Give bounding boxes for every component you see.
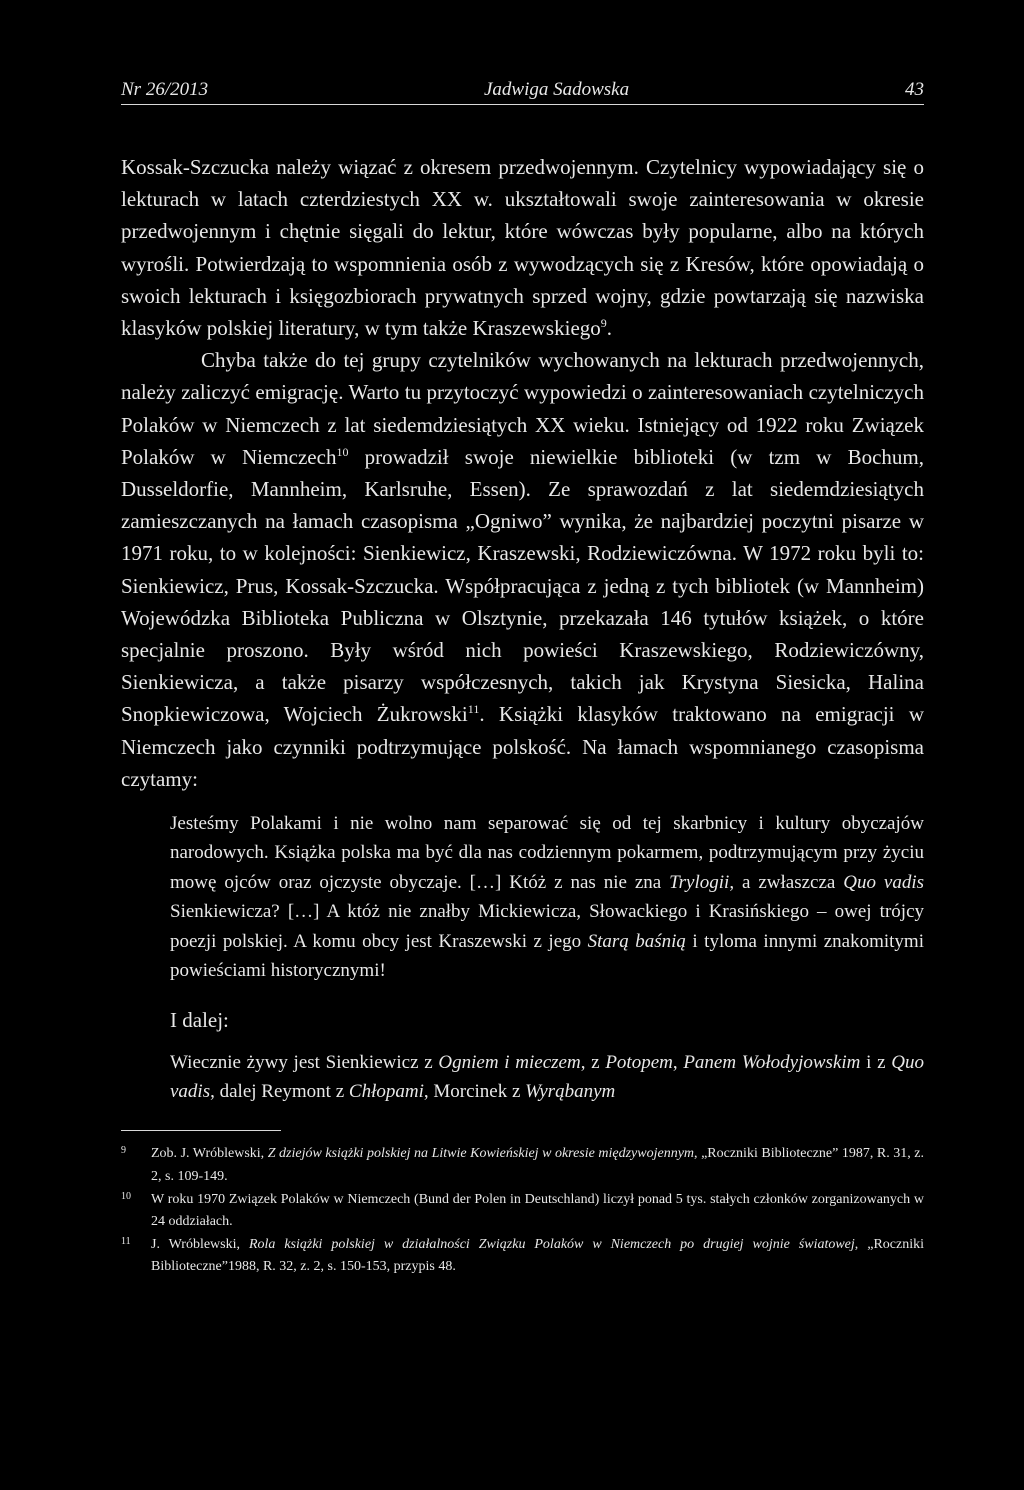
footnote-number: 10 (121, 1190, 131, 1202)
footnote-divider (121, 1130, 281, 1131)
footnote-11 (121, 1234, 924, 1278)
quote2-b: , z (580, 1051, 606, 1073)
footnote-ref-11: 11 (467, 702, 480, 717)
block-quote-1-text (170, 809, 924, 985)
quote1-a: Jesteśmy Polakami i nie wolno nam separować się od tej skarbnicy i kultury obyczajów narodowych. Książka polska ma być dla nas codziennym pokarmem, podtrzymującym przy życiu mowę ojców oraz ojczyste obyczaje. […] Któż z nas nie zna (170, 813, 924, 893)
footnote-11-a: J. Wróblewski, (151, 1237, 249, 1253)
issue-number: Nr 26/2013 (121, 79, 209, 100)
footnote-9-a: Zob. J. Wróblewski, (151, 1146, 268, 1162)
paragraph-1-text: Kossak-Szczucka należy wiązać z okresem przedwojennym. Czytelnicy wypowiadający się o lekturach w latach czterdziestych XX w. ukształtowali swoje zainteresowania w okresie przedwojennym i chętnie sięgali do lektur, które wówczas były popularne, albo na których wyrośli. Potwierdzają to wspomnienia osób z wywodzących się z Kresów, które opowiadają o swoich lekturach i księgozbiorach prywatnych sprzed wojny, gdzie powtarzają się nazwiska klasyków polskiej literatury, w tym także Kraszewskiego (121, 155, 924, 341)
footnote-9-b: , „Roczniki Biblioteczne” 1987, R. 31, z. 2, s. 109-149. (151, 1146, 925, 1184)
footnote-9-title: Z dziejów książki polskiej na Litwie Kowieńskiej w okresie międzywojennym (267, 1146, 695, 1162)
quote2-title-5: Chłopami (348, 1080, 424, 1102)
quote1-d: i tyloma innymi znakomitymi powieściami historycznymi! (170, 930, 924, 982)
paragraph-2 (121, 344, 924, 795)
quote1-title-trylogia: Trylogii (669, 871, 730, 893)
footnote-10 (121, 1189, 924, 1233)
paragraph-1 (121, 151, 924, 344)
block-quote-2-text (170, 1048, 924, 1107)
quote-intro: I dalej: (170, 1007, 229, 1032)
quote2-e: , dalej Reymont z (210, 1080, 349, 1102)
quote1-title-stara-basn: Starą baśnią (587, 930, 686, 952)
block-quote-1 (170, 809, 924, 985)
quote2-title-3: Panem Wołodyjowskim (683, 1051, 861, 1073)
quote2-title-1: Ogniem i mieczem (438, 1051, 581, 1073)
quote2-d: i z (860, 1051, 892, 1073)
paragraph-2-text-a: Chyba także do tej grupy czytelników wychowanych na lekturach przedwojennych, należy zaliczyć emigrację. Warto tu przytoczyć wypowiedzi o zainteresowaniach czytelniczych Polaków w Niemczech z lat siedemdziesiątych XX wieku. Istniejący od 1922 roku Związek Polaków w Niemczech (121, 348, 924, 469)
quote1-b: , a zwłaszcza (729, 871, 844, 893)
footnote-11-title: Rola książki polskiej w działalności Związku Polaków w Niemczech po drugiej wojnie światowej (248, 1237, 855, 1253)
footnote-10-a: W roku 1970 Związek Polaków w Niemczech (Bund der Polen in Deutschland) liczył ponad 5 tys. stałych członków zorganizowanych w 24 oddziałach. (151, 1191, 924, 1229)
document-page (121, 78, 924, 1280)
footnote-number: 11 (121, 1236, 131, 1248)
author-name: Jadwiga Sadowska (483, 79, 630, 100)
paragraph-2-text-c: . Książki klasyków traktowano na emigracji w Niemczech jako czynniki podtrzymujące polskość. Na łamach wspomnianego czasopisma czytamy: (121, 702, 924, 791)
footnote-text (151, 1189, 924, 1233)
quote2-title-2: Potopem (605, 1051, 673, 1073)
quote2-a: Wiecznie żywy jest Sienkiewicz z (170, 1051, 439, 1073)
paragraph-1-end: . (606, 316, 613, 341)
quote1-c: Sienkiewicza? […] A któż nie znałby Mickiewicza, Słowackiego i Krasińskiego – owej trójcy poezji polskiej. A komu obcy jest Kraszewski z jego (170, 901, 924, 952)
paragraph-2-text-b: prowadził swoje niewielkie biblioteki (w tzm w Bochum, Dusseldorfie, Mannheim, Karlsruhe, Essen). Ze sprawozdań z lat siedemdziesiątych zamieszczanych na łamach czasopisma „Ogniwo” wynika, że najbardziej poczytni pisarze w 1971 roku, to w kolejności: Sienkiewicz, Kraszewski, Rodziewiczówna. W 1972 roku byli to: Sienkiewicz, Prus, Kossak-Szczucka. Współpracująca z jedną z tych bibliotek (w Mannheim) Wojewódzka Biblioteka Publiczna w Olsztynie, przekazała 146 tytułów książek, o które specjalnie proszono. Były wśród nich powieści Kraszewskiego, Rodziewiczówny, Sienkiewicza, a także pisarzy współczesnych, takich jak Krystyna Siesicka, Halina Snopkiewiczowa, Wojciech Żukrowski (121, 444, 924, 727)
footnote-11-b: , „Roczniki Biblioteczne”1988, R. 32, z. 2, s. 150-153, przypis 48. (151, 1237, 924, 1275)
footnote-ref-10: 10 (336, 444, 349, 459)
block-quote-2 (170, 1048, 924, 1107)
quote2-title-6: Wyrąbanym (525, 1080, 616, 1102)
quote2-f: , Morcinek z (423, 1080, 526, 1102)
quote2-title-4: Quo vadis (170, 1051, 924, 1102)
footnote-text (151, 1143, 924, 1187)
quote2-c: , (672, 1051, 684, 1073)
footnote-text (151, 1234, 924, 1278)
page-number: 43 (905, 79, 924, 100)
quote1-title-quo-vadis: Quo vadis (843, 871, 924, 893)
running-header (121, 78, 924, 105)
body-text (121, 151, 924, 795)
footnote-9 (121, 1143, 924, 1187)
footnote-ref-9: 9 (600, 316, 607, 331)
footnote-number: 9 (121, 1145, 126, 1157)
footnotes (121, 1143, 924, 1278)
